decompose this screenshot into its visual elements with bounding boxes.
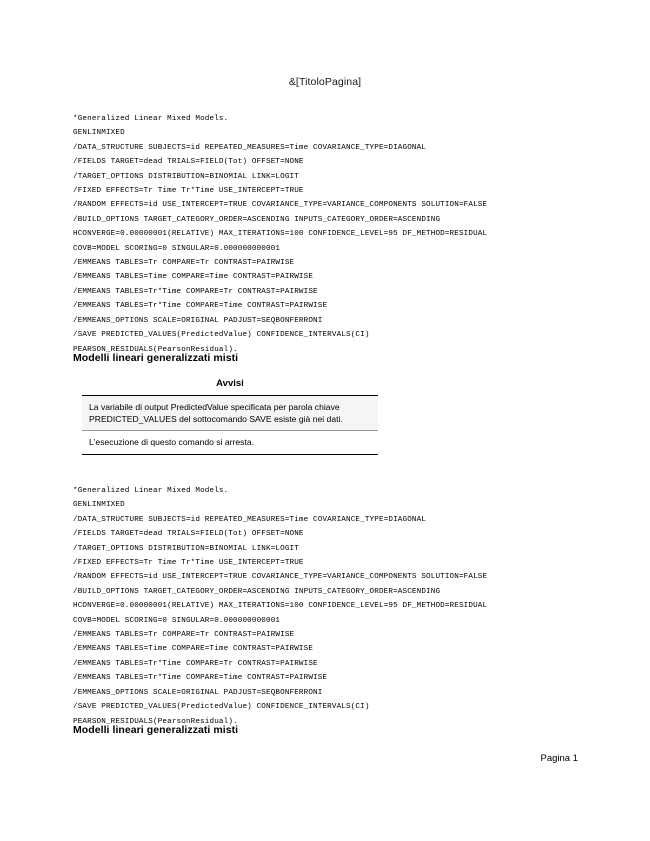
syntax-line: /EMMEANS_OPTIONS SCALE=ORIGINAL PADJUST=SEQBONFERRONI [73,688,323,697]
syntax-line: /FIELDS TARGET=dead TRIALS=FIELD(Tot) OFFSET=NONE [73,530,304,539]
syntax-line: GENLINMIXED [73,129,125,138]
syntax-line: *Generalized Linear Mixed Models. [73,487,229,495]
syntax-line: /EMMEANS TABLES=Tr*Time COMPARE=Tr CONTRAST=PAIRWISE [73,659,318,668]
syntax-line: /TARGET_OPTIONS DISTRIBUTION=BINOMIAL LINK=LOGIT [73,172,299,181]
syntax-line: /EMMEANS TABLES=Tr*Time COMPARE=Tr CONTRAST=PAIRWISE [73,287,318,296]
syntax-line: /BUILD_OPTIONS TARGET_CATEGORY_ORDER=ASCENDING INPUTS_CATEGORY_ORDER=ASCENDING [73,587,441,596]
table-row [82,431,378,454]
syntax-line: PEARSON_RESIDUALS(PearsonResidual). [73,345,238,354]
syntax-line: /EMMEANS_OPTIONS SCALE=ORIGINAL PADJUST=SEQBONFERRONI [73,316,323,325]
syntax-line: *Generalized Linear Mixed Models. [73,115,229,123]
syntax-line: /DATA_STRUCTURE SUBJECTS=id REPEATED_MEASURES=Time COVARIANCE_TYPE=DIAGONAL [73,143,427,152]
syntax-line: /FIXED EFFECTS=Tr Time Tr*Time USE_INTERCEPT=TRUE [73,559,304,568]
syntax-line: HCONVERGE=0.00000001(RELATIVE) MAX_ITERATIONS=100 CONFIDENCE_LEVEL=95 DF_METHOD=RESIDUAL [73,230,488,239]
syntax-line: /SAVE PREDICTED_VALUES(PredictedValue) CONFIDENCE_INTERVALS(CI) [73,331,370,340]
syntax-line: /FIXED EFFECTS=Tr Time Tr*Time USE_INTERCEPT=TRUE [73,187,304,196]
syntax-line: /FIELDS TARGET=dead TRIALS=FIELD(Tot) OFFSET=NONE [73,158,304,167]
syntax-line: COVB=MODEL SCORING=0 SINGULAR=0.000000000001 [73,616,281,625]
syntax-line: /DATA_STRUCTURE SUBJECTS=id REPEATED_MEASURES=Time COVARIANCE_TYPE=DIAGONAL [73,515,427,524]
warnings-panel [82,378,378,455]
syntax-line: /EMMEANS TABLES=Tr COMPARE=Tr CONTRAST=PAIRWISE [73,631,295,640]
warnings-title: Avvisi [216,378,244,389]
syntax-line: /EMMEANS TABLES=Time COMPARE=Time CONTRAST=PAIRWISE [73,645,314,654]
syntax-line: /SAVE PREDICTED_VALUES(PredictedValue) CONFIDENCE_INTERVALS(CI) [73,703,370,712]
syntax-block-second [73,484,613,729]
syntax-line: PEARSON_RESIDUALS(PearsonResidual). [73,717,238,726]
syntax-line: /RANDOM EFFECTS=id USE_INTERCEPT=TRUE COVARIANCE_TYPE=VARIANCE_COMPONENTS SOLUTION=FALSE [73,573,488,582]
section-heading-second: Modelli lineari generalizzati misti [73,724,239,736]
syntax-line: /EMMEANS TABLES=Tr*Time COMPARE=Time CONTRAST=PAIRWISE [73,674,328,683]
syntax-line: GENLINMIXED [73,501,125,510]
syntax-line: /EMMEANS TABLES=Tr COMPARE=Tr CONTRAST=PAIRWISE [73,259,295,268]
table-row [82,396,378,431]
syntax-line: /EMMEANS TABLES=Time COMPARE=Time CONTRAST=PAIRWISE [73,273,314,282]
syntax-line: /EMMEANS TABLES=Tr*Time COMPARE=Time CONTRAST=PAIRWISE [73,302,328,311]
page-header-title: &[TitoloPagina] [288,76,362,88]
syntax-block-first [73,112,613,357]
syntax-line: /RANDOM EFFECTS=id USE_INTERCEPT=TRUE COVARIANCE_TYPE=VARIANCE_COMPONENTS SOLUTION=FALSE [73,201,488,210]
warning-status-cell: L'esecuzione di questo comando si arresta. [82,431,378,454]
syntax-line: HCONVERGE=0.00000001(RELATIVE) MAX_ITERATIONS=100 CONFIDENCE_LEVEL=95 DF_METHOD=RESIDUAL [73,602,488,611]
warnings-table [82,395,378,455]
page-number-footer: Pagina 1 [540,753,578,764]
section-heading-first: Modelli lineari generalizzati misti [73,352,239,364]
syntax-line: /BUILD_OPTIONS TARGET_CATEGORY_ORDER=ASCENDING INPUTS_CATEGORY_ORDER=ASCENDING [73,215,441,224]
syntax-line: COVB=MODEL SCORING=0 SINGULAR=0.000000000001 [73,244,281,253]
warning-message-cell: La variabile di output PredictedValue specificata per parola chiave PREDICTED_VALUES del sottocomando SAVE esiste già nei dati. [82,396,378,431]
syntax-line: /TARGET_OPTIONS DISTRIBUTION=BINOMIAL LINK=LOGIT [73,544,299,553]
